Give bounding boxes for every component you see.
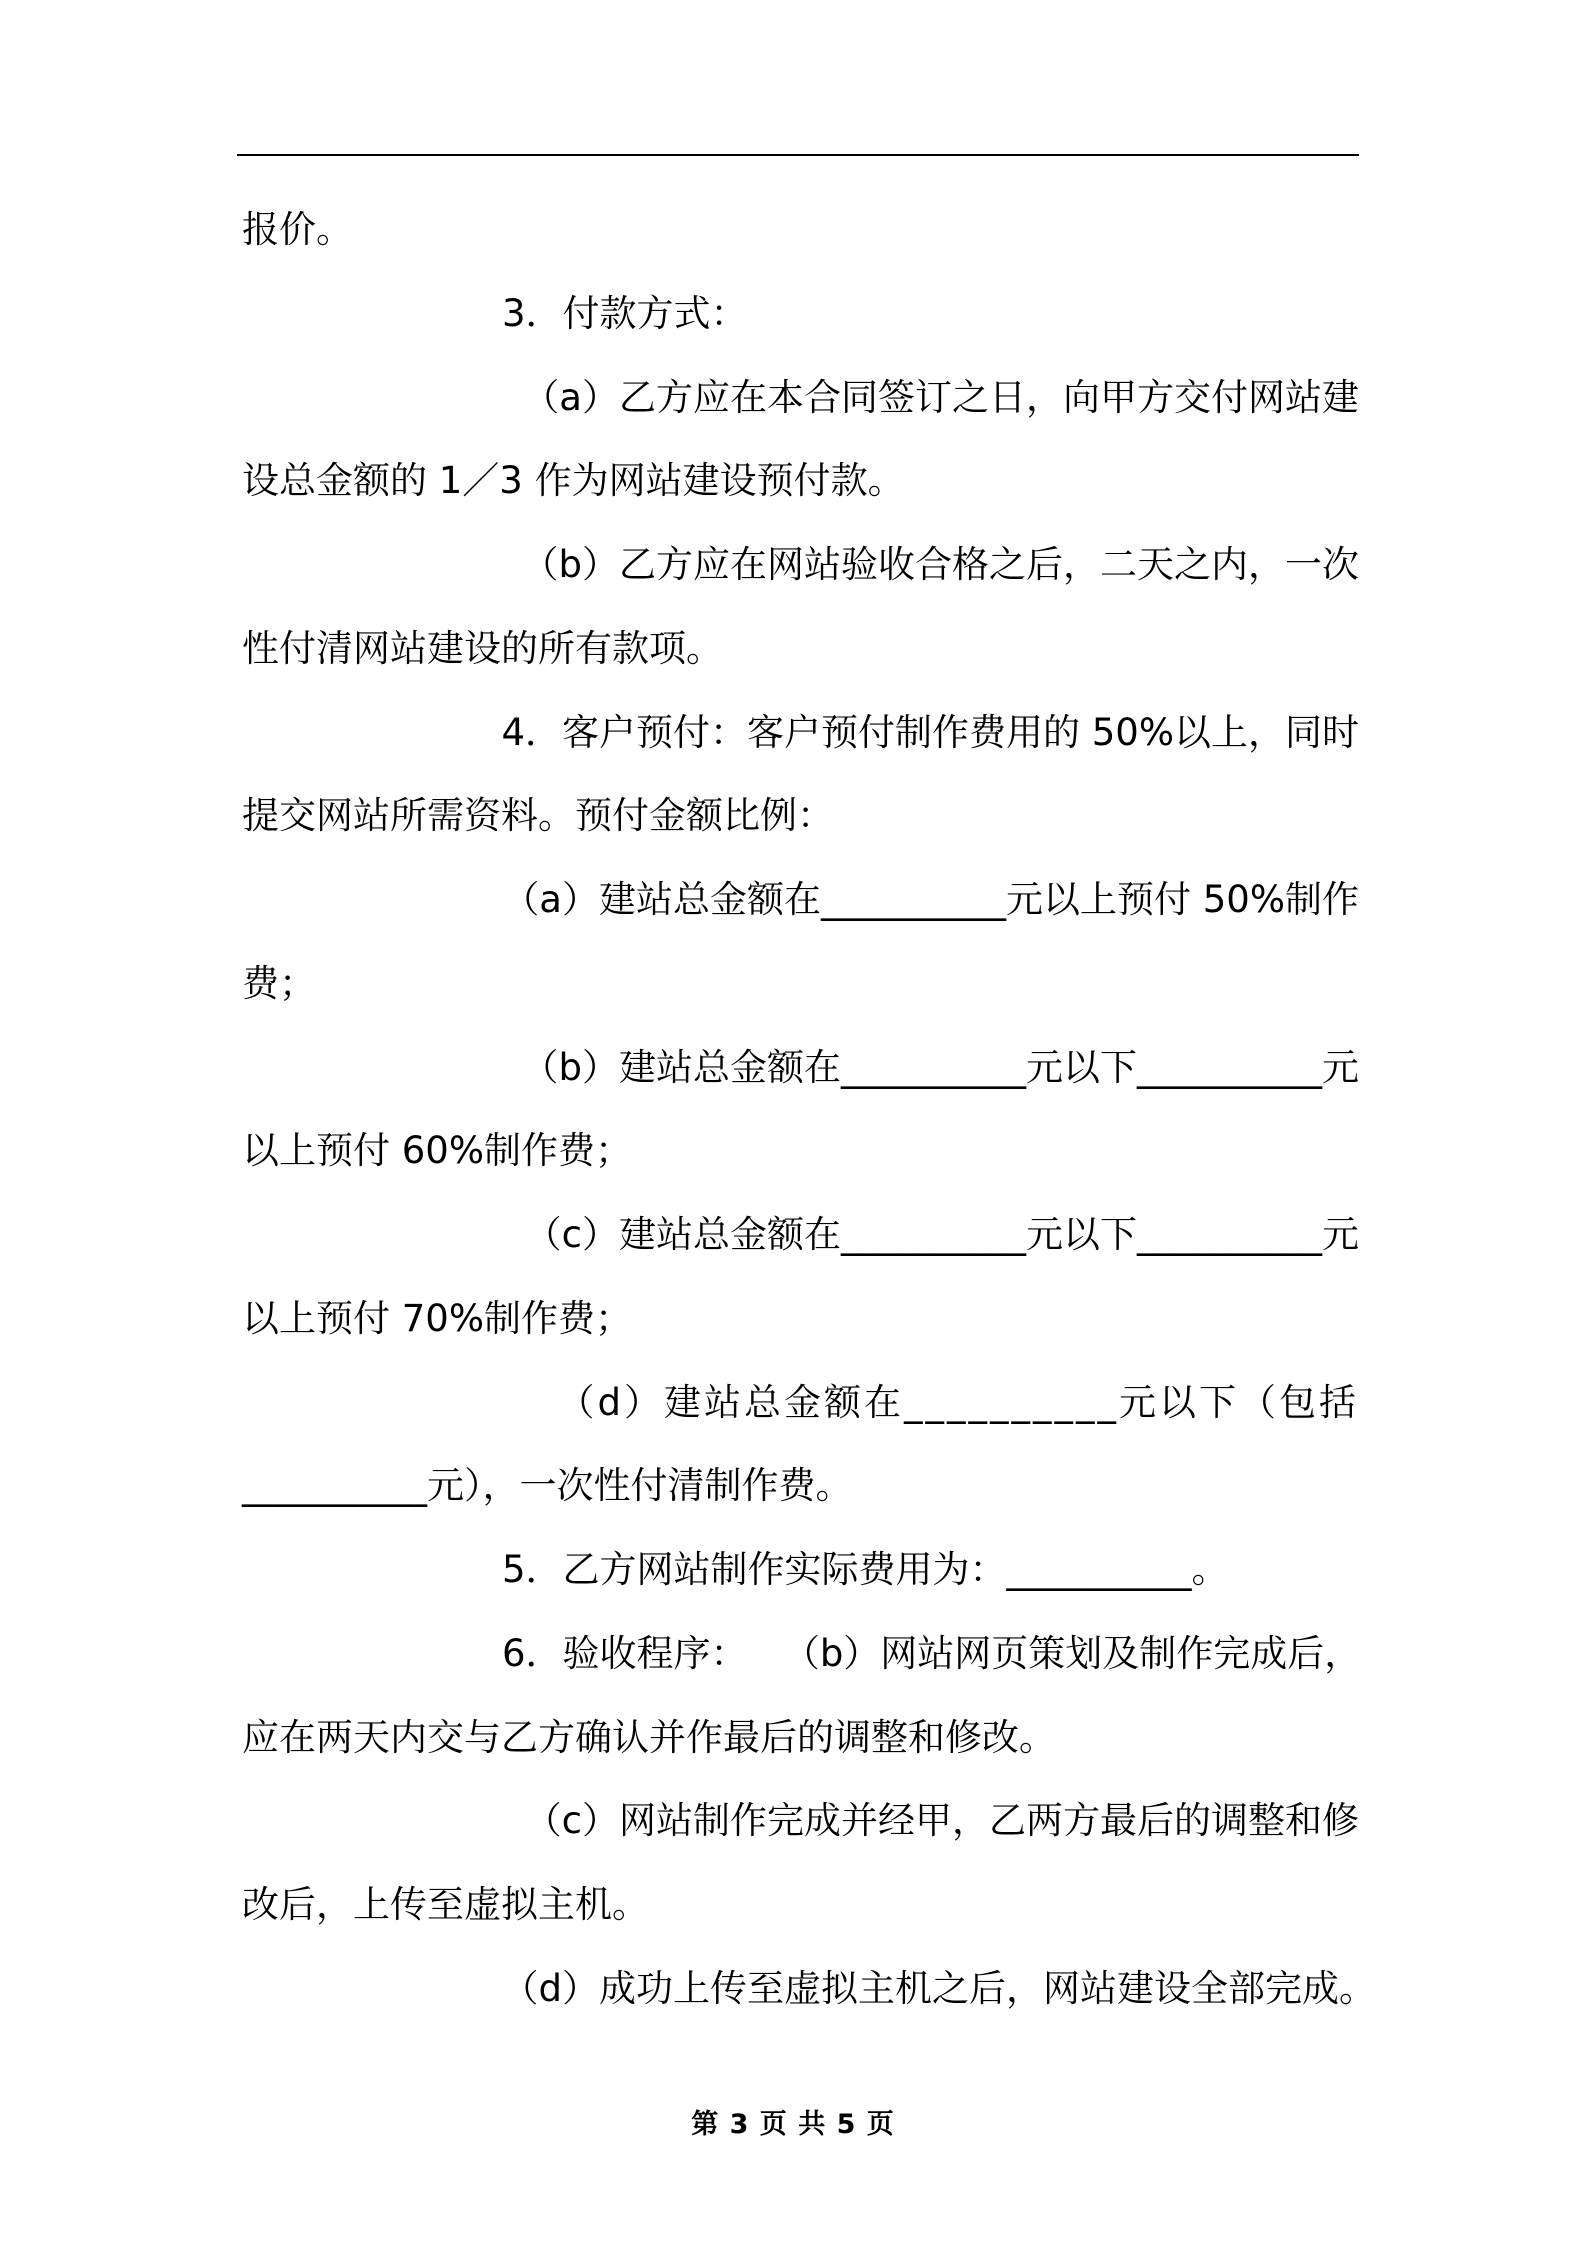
text-line-6: 性付清网站建设的所有款项。 xyxy=(242,627,723,670)
text-line-8: 提交网站所需资料。预付金额比例： xyxy=(242,794,834,837)
text-line-3: （a）乙方应在本合同签订之日，向甲方交付网站建 xyxy=(522,376,1359,419)
text-line-15: （d）建站总金额在__________元以下（包括 xyxy=(557,1381,1359,1424)
text-line-19: 应在两天内交与乙方确认并作最后的调整和修改。 xyxy=(242,1716,1056,1759)
text-line-21: 改后，上传至虚拟主机。 xyxy=(242,1883,649,1926)
text-line-10: 费； xyxy=(242,962,316,1005)
text-line-5: （b）乙方应在网站验收合格之后，二天之内，一次 xyxy=(521,543,1359,586)
text-line-2: 3．付款方式： xyxy=(502,292,748,335)
text-line-17: 5．乙方网站制作实际费用为：__________。 xyxy=(502,1548,1229,1591)
page-number-footer: 第 3 页 共 5 页 xyxy=(691,2109,895,2140)
text-line-11: （b）建站总金额在__________元以下__________元 xyxy=(521,1046,1359,1089)
text-line-1: 报价。 xyxy=(242,208,353,251)
text-line-22: （d）成功上传至虚拟主机之后，网站建设全部完成。 xyxy=(501,1967,1376,2010)
text-line-9: （a）建站总金额在__________元以上预付 50%制作 xyxy=(502,878,1359,921)
header-rule xyxy=(237,154,1359,156)
text-line-7: 4．客户预付：客户预付制作费用的 50%以上，同时 xyxy=(501,711,1359,754)
text-line-12: 以上预付 60%制作费； xyxy=(242,1129,632,1172)
text-line-18: 6．验收程序： （b）网站网页策划及制作完成后， xyxy=(502,1632,1362,1675)
text-line-20: （c）网站制作完成并经甲，乙两方最后的调整和修 xyxy=(524,1799,1359,1842)
text-line-16: __________元），一次性付清制作费。 xyxy=(242,1464,853,1507)
text-line-14: 以上预付 70%制作费； xyxy=(242,1297,632,1340)
text-line-4: 设总金额的 1／3 作为网站建设预付款。 xyxy=(242,459,905,502)
text-line-13: （c）建站总金额在__________元以下__________元 xyxy=(524,1213,1359,1256)
